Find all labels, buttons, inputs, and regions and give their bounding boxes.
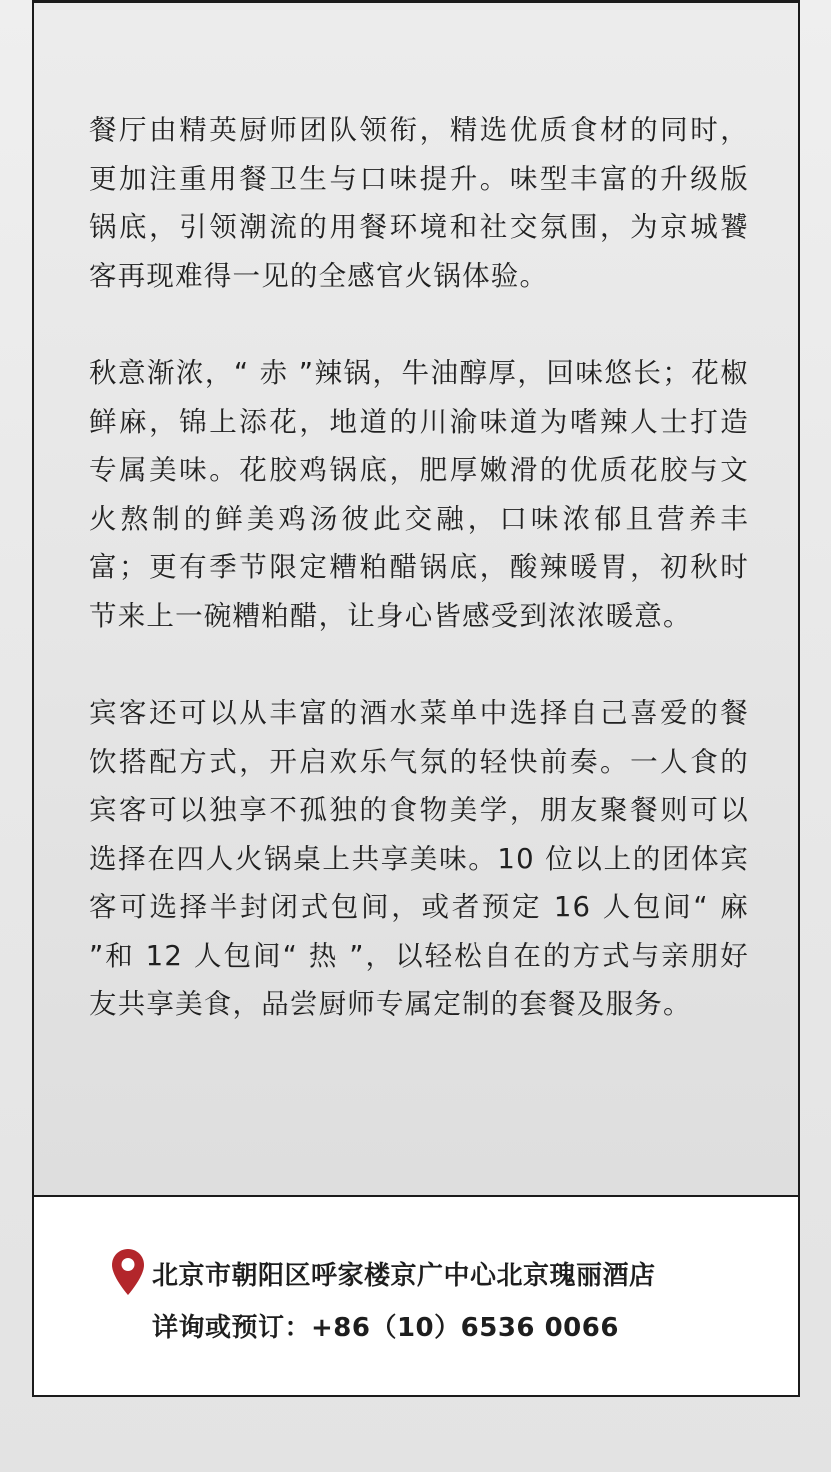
phone-text: 详询或预订：+86（10）6536 0066 <box>152 1313 619 1343</box>
paragraph-restaurant-intro: 餐厅由精英厨师团队领衔，精选优质食材的同时，更加注重用餐卫生与口味提升。味型丰富的升级版锅底，引领潮流的用餐环境和社交氛围，为京城饕客再现难得一见的全感官火锅体验。 <box>89 114 749 292</box>
paragraph-dining-options: 宾客还可以从丰富的酒水菜单中选择自己喜爱的餐饮搭配方式，开启欢乐气氛的轻快前奏。一人食的宾客可以独享不孤独的食物美学，朋友聚餐则可以选择在四人火锅桌上共享美味。10 位以上的团体宾客可选择半封闭式包间，或者预定 16 人包间“ 麻 ”和 12 人包间“ 热 ”，以轻松自在的方式与亲朋好友共享美食，品尝厨师专属定制的套餐及服务。 <box>89 697 749 1020</box>
location-pin-icon <box>111 1248 145 1296</box>
paragraph-hotpot-broths: 秋意渐浓，“ 赤 ”辣锅，牛油醇厚，回味悠长；花椒鲜麻，锦上添花，地道的川渝味道为嗜辣人士打造专属美味。花胶鸡锅底，肥厚嫩滑的优质花胶与文火熬制的鲜美鸡汤彼此交融，口味浓郁且营养丰富；更有季节限定糟粕醋锅底，酸辣暖胃，初秋时节来上一碗糟粕醋，让身心皆感受到浓浓暖意。 <box>89 357 749 632</box>
contact-info-panel <box>34 1197 798 1395</box>
description-panel <box>34 3 798 1197</box>
body-copy <box>89 106 749 1078</box>
content-frame <box>32 0 800 1397</box>
address-text: 北京市朝阳区呼家楼京广中心北京瑰丽酒店 <box>152 1261 656 1291</box>
